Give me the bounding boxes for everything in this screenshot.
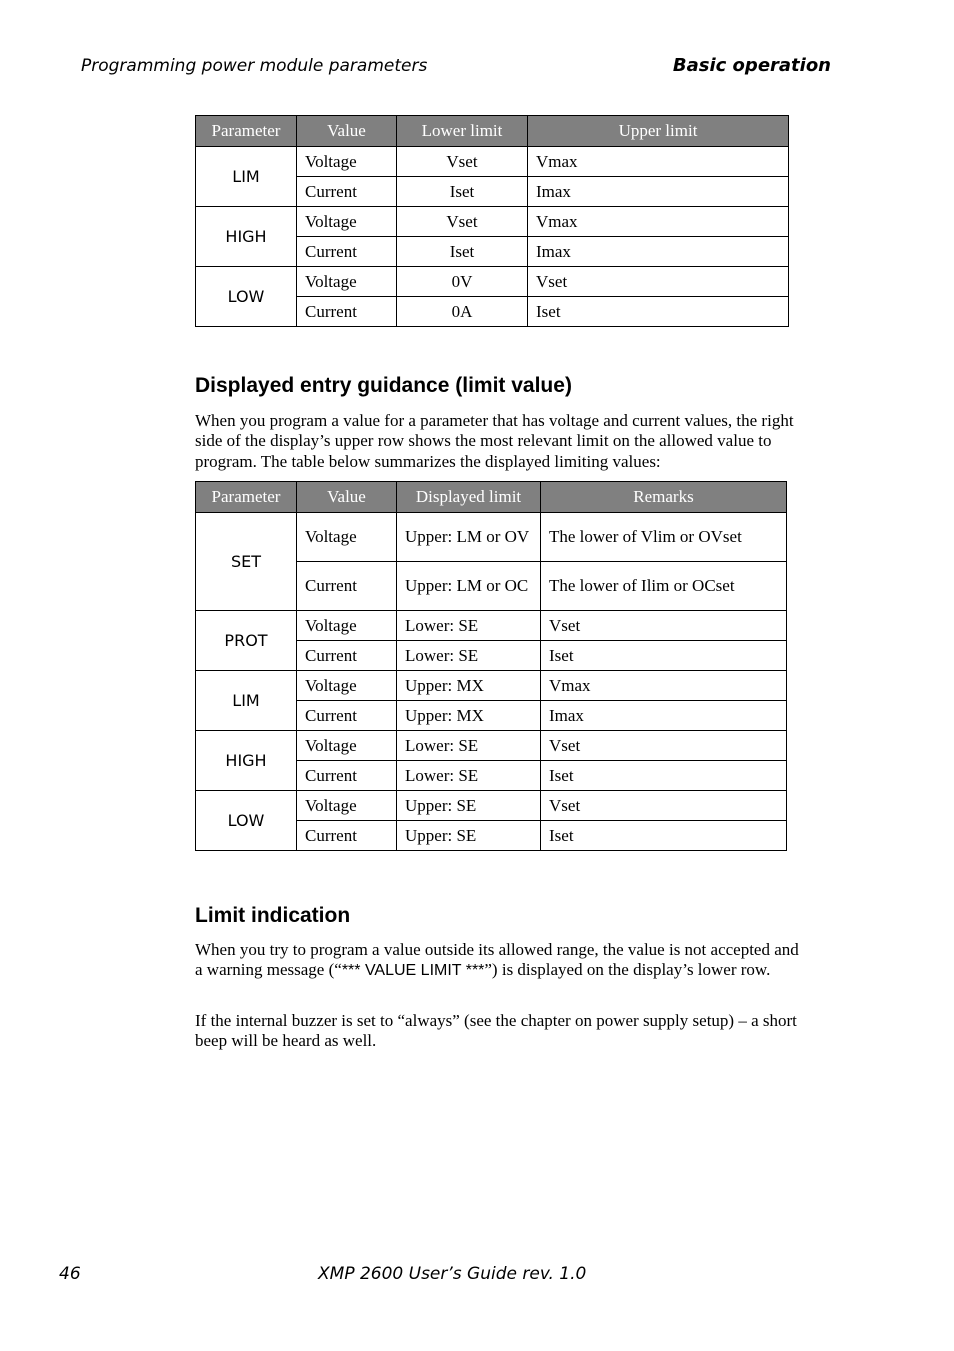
- table-row: [196, 513, 787, 562]
- value-cell: Voltage: [297, 513, 397, 562]
- value-cell: Voltage: [297, 207, 397, 237]
- lower-limit-cell: Vset: [397, 147, 528, 177]
- upper-limit-cell: Imax: [528, 237, 789, 267]
- column-header: Parameter: [196, 116, 297, 147]
- lower-limit-cell: Vset: [397, 207, 528, 237]
- paragraph-text: ”) is displayed on the display’s lower row.: [484, 960, 771, 980]
- column-header: Parameter: [196, 482, 297, 513]
- table-row: [196, 731, 787, 761]
- limit-indication-paragraph: [195, 940, 800, 982]
- paragraph-text: When you try to program a value outside its allowed range, the value is not accepted and a warning message (“: [195, 940, 799, 980]
- displayed-limit-cell: Lower: SE: [397, 731, 541, 761]
- column-header: Value: [297, 482, 397, 513]
- displayed-limit-cell: Lower: SE: [397, 641, 541, 671]
- parameter-cell: PROT: [196, 611, 297, 671]
- remarks-cell: Vset: [541, 611, 787, 641]
- upper-limit-cell: Imax: [528, 177, 789, 207]
- displayed-limit-cell: Upper: LM or OV: [397, 513, 541, 562]
- table-row: [196, 611, 787, 641]
- value-cell: Current: [297, 701, 397, 731]
- limit-range-table: [195, 115, 789, 327]
- column-header: Remarks: [541, 482, 787, 513]
- table-row: [196, 671, 787, 701]
- upper-limit-cell: Vmax: [528, 147, 789, 177]
- remarks-cell: The lower of Ilim or OCset: [541, 562, 787, 611]
- lower-limit-cell: 0V: [397, 267, 528, 297]
- parameter-cell: HIGH: [196, 207, 297, 267]
- warning-message-text: *** VALUE LIMIT ***: [341, 962, 485, 980]
- table-row: [196, 147, 789, 177]
- remarks-cell: Vset: [541, 731, 787, 761]
- running-header-section: Programming power module parameters: [81, 56, 428, 76]
- displayed-limit-cell: Upper: MX: [397, 671, 541, 701]
- remarks-cell: Vmax: [541, 671, 787, 701]
- lower-limit-cell: 0A: [397, 297, 528, 327]
- column-header: Upper limit: [528, 116, 789, 147]
- footer-title: XMP 2600 User’s Guide rev. 1.0: [318, 1264, 587, 1284]
- running-header-chapter: Basic operation: [672, 55, 831, 76]
- displayed-limit-cell: Upper: MX: [397, 701, 541, 731]
- lower-limit-cell: Iset: [397, 237, 528, 267]
- remarks-cell: Vset: [541, 791, 787, 821]
- upper-limit-cell: Vmax: [528, 207, 789, 237]
- remarks-cell: The lower of Vlim or OVset: [541, 513, 787, 562]
- table-header-row: [196, 116, 789, 147]
- parameter-cell: LIM: [196, 671, 297, 731]
- value-cell: Current: [297, 237, 397, 267]
- parameter-cell: HIGH: [196, 731, 297, 791]
- parameter-cell: LIM: [196, 147, 297, 207]
- column-header: Displayed limit: [397, 482, 541, 513]
- table-row: [196, 791, 787, 821]
- value-cell: Current: [297, 821, 397, 851]
- table-row: [196, 207, 789, 237]
- value-cell: Current: [297, 297, 397, 327]
- lower-limit-cell: Iset: [397, 177, 528, 207]
- value-cell: Current: [297, 562, 397, 611]
- table-header-row: [196, 482, 787, 513]
- value-cell: Voltage: [297, 731, 397, 761]
- value-cell: Current: [297, 761, 397, 791]
- parameter-cell: SET: [196, 513, 297, 611]
- table-row: [196, 267, 789, 297]
- value-cell: Voltage: [297, 147, 397, 177]
- displayed-limit-cell: Upper: SE: [397, 821, 541, 851]
- displayed-limit-table: [195, 481, 787, 851]
- value-cell: Voltage: [297, 611, 397, 641]
- remarks-cell: Iset: [541, 641, 787, 671]
- page-number: 46: [59, 1264, 81, 1284]
- displayed-limit-cell: Upper: LM or OC: [397, 562, 541, 611]
- column-header: Lower limit: [397, 116, 528, 147]
- value-cell: Current: [297, 641, 397, 671]
- displayed-limit-cell: Lower: SE: [397, 611, 541, 641]
- upper-limit-cell: Vset: [528, 267, 789, 297]
- remarks-cell: Iset: [541, 761, 787, 791]
- parameter-cell: LOW: [196, 267, 297, 327]
- buzzer-paragraph: If the internal buzzer is set to “always” (see the chapter on power supply setup) – a short beep will be heard as well.: [195, 1011, 797, 1051]
- section-heading-limit-indication: Limit indication: [195, 904, 351, 927]
- section-heading-guidance: Displayed entry guidance (limit value): [195, 374, 572, 397]
- guidance-paragraph: When you program a value for a parameter that has voltage and current values, the right side of the display’s upper row shows the most relevant limit on the allowed value to program. The table below summarizes the displayed limiting values:: [195, 411, 794, 471]
- parameter-cell: LOW: [196, 791, 297, 851]
- displayed-limit-cell: Lower: SE: [397, 761, 541, 791]
- upper-limit-cell: Iset: [528, 297, 789, 327]
- remarks-cell: Imax: [541, 701, 787, 731]
- displayed-limit-cell: Upper: SE: [397, 791, 541, 821]
- remarks-cell: Iset: [541, 821, 787, 851]
- value-cell: Voltage: [297, 267, 397, 297]
- value-cell: Current: [297, 177, 397, 207]
- value-cell: Voltage: [297, 671, 397, 701]
- column-header: Value: [297, 116, 397, 147]
- value-cell: Voltage: [297, 791, 397, 821]
